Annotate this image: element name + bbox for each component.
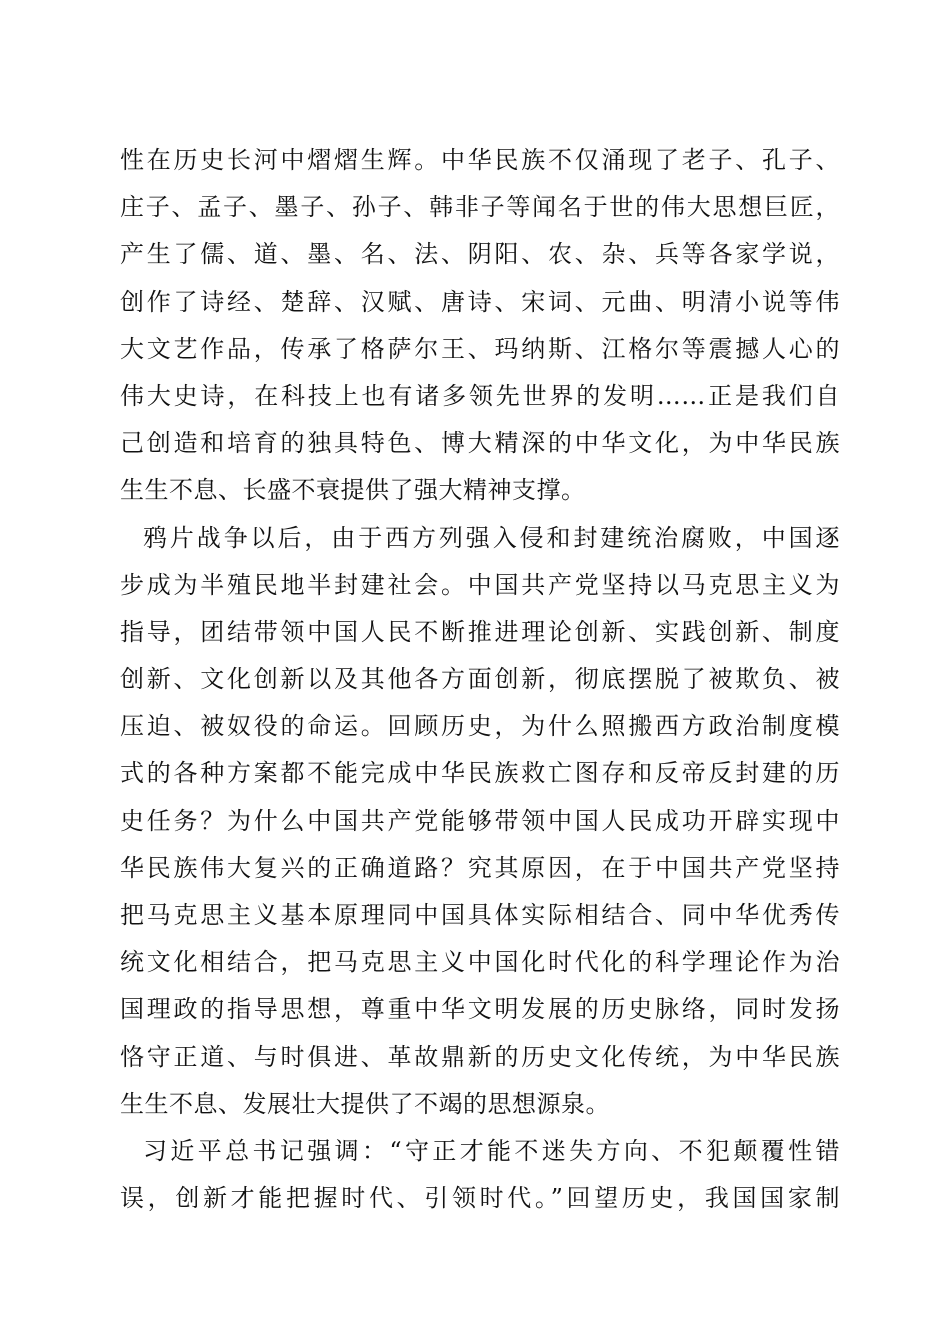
text-line: 统文化相结合，把马克思主义中国化时代化的科学理论作为治: [120, 948, 840, 977]
text-line: 恪守正道、与时俱进、革故鼎新的历史文化传统，为中华民族: [120, 1042, 840, 1071]
text-line: 生生不息、发展壮大提供了不竭的思想源泉。: [120, 1089, 610, 1118]
text-line: 华民族伟大复兴的正确道路？究其原因，在于中国共产党坚持: [120, 853, 840, 882]
text-line: 产生了儒、道、墨、名、法、阴阳、农、杂、兵等各家学说，: [120, 240, 840, 269]
paragraph-3: [120, 1128, 840, 1222]
text-line: 误，创新才能把握时代、引领时代。”回望历史，我国国家制: [120, 1184, 840, 1213]
text-line: 指导，团结带领中国人民不断推进理论创新、实践创新、制度: [120, 617, 840, 646]
text-line: 创作了诗经、楚辞、汉赋、唐诗、宋词、元曲、明清小说等伟: [120, 287, 840, 316]
body-text: [120, 137, 840, 1222]
text-line: 把马克思主义基本原理同中国具体实际相结合、同中华优秀传: [120, 901, 840, 929]
text-line: 压迫、被奴役的命运。回顾历史，为什么照搬西方政治制度模: [120, 712, 840, 741]
text-line: 己创造和培育的独具特色、博大精深的中华文化，为中华民族: [120, 429, 840, 458]
text-line: 鸦片战争以后，由于西方列强入侵和封建统治腐败，中国逐: [143, 523, 840, 552]
text-line: 伟大史诗，在科技上也有诸多领先世界的发明……正是我们自: [120, 381, 840, 410]
text-line: 步成为半殖民地半封建社会。中国共产党坚持以马克思主义为: [120, 570, 840, 599]
paragraph-2: [120, 515, 840, 1128]
text-line: 习近平总书记强调：“守正才能不迷失方向、不犯颠覆性错: [143, 1136, 840, 1165]
text-line: 式的各种方案都不能完成中华民族救亡图存和反帝反封建的历: [120, 759, 840, 788]
text-line: 庄子、孟子、墨子、孙子、韩非子等闻名于世的伟大思想巨匠，: [120, 193, 840, 222]
text-line: 史任务？为什么中国共产党能够带领中国人民成功开辟实现中: [120, 806, 840, 835]
text-line: 国理政的指导思想，尊重中华文明发展的历史脉络，同时发扬: [120, 995, 840, 1024]
text-line: 性在历史长河中熠熠生辉。中华民族不仅涌现了老子、孔子、: [120, 146, 840, 174]
text-line: 生生不息、长盛不衰提供了强大精神支撑。: [120, 476, 586, 505]
paragraph-1: [120, 137, 840, 515]
text-line: 大文艺作品，传承了格萨尔王、玛纳斯、江格尔等震撼人心的: [120, 334, 840, 363]
text-line: 创新、文化创新以及其他各方面创新，彻底摆脱了被欺负、被: [120, 665, 840, 694]
